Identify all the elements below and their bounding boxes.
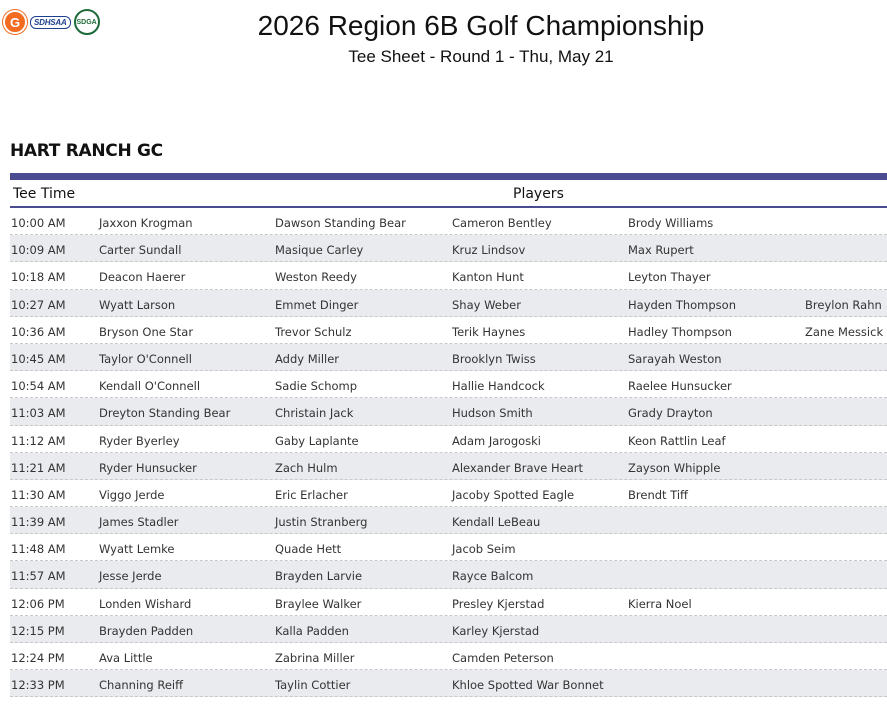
player-cell: Raelee Hunsucker bbox=[628, 379, 732, 394]
player-cell: Eric Erlacher bbox=[275, 487, 348, 502]
player-cell: Terik Haynes bbox=[452, 324, 526, 339]
player-cell: Rayce Balcom bbox=[452, 569, 534, 584]
player-cell: Kierra Noel bbox=[628, 596, 692, 611]
table-row bbox=[10, 317, 887, 344]
player-cell: Grady Drayton bbox=[628, 406, 713, 421]
player-cell: Brody Williams bbox=[628, 216, 714, 230]
table-row bbox=[10, 643, 887, 670]
orange-g-logo: G bbox=[3, 10, 27, 34]
player-cell: Shay Weber bbox=[452, 297, 521, 312]
table-row bbox=[10, 480, 887, 507]
player-cell: Addy Miller bbox=[275, 351, 340, 366]
player-cell: Ava Little bbox=[99, 651, 153, 665]
tee-time-cell: 12:06 PM bbox=[11, 596, 65, 611]
player-cell: Jesse Jerde bbox=[99, 569, 162, 584]
tee-time-cell: 11:48 AM bbox=[11, 542, 66, 557]
table-row bbox=[10, 235, 887, 262]
player-cell: Brayden Larvie bbox=[275, 569, 363, 584]
player-cell: Adam Jarogoski bbox=[452, 433, 542, 448]
player-cell: Zabrina Miller bbox=[275, 651, 355, 665]
player-cell: Cameron Bentley bbox=[452, 216, 552, 230]
player-cell: Hallie Handcock bbox=[452, 379, 545, 394]
table-row bbox=[10, 507, 887, 534]
tee-time-cell: 10:00 AM bbox=[11, 216, 66, 230]
player-cell: Hudson Smith bbox=[452, 406, 533, 421]
player-cell: Zach Hulm bbox=[275, 460, 338, 475]
player-cell: Deacon Haerer bbox=[99, 270, 186, 285]
tee-time-cell: 11:03 AM bbox=[11, 406, 66, 421]
player-cell: Brayden Padden bbox=[99, 623, 194, 638]
player-cell: Gaby Laplante bbox=[275, 433, 359, 448]
tee-time-cell: 11:30 AM bbox=[11, 487, 66, 502]
tee-time-cell: 10:18 AM bbox=[11, 270, 66, 285]
player-cell: Kanton Hunt bbox=[452, 270, 524, 285]
player-cell: Christain Jack bbox=[275, 406, 354, 421]
player-cell: James Stadler bbox=[99, 515, 179, 530]
player-cell: Viggo Jerde bbox=[99, 487, 165, 502]
player-cell: Channing Reiff bbox=[99, 678, 184, 693]
player-cell: Ryder Byerley bbox=[99, 433, 180, 448]
table-header bbox=[10, 180, 887, 208]
table-row bbox=[10, 262, 887, 289]
table-row bbox=[10, 371, 887, 398]
tee-sheet-rows bbox=[10, 208, 887, 697]
player-cell: Camden Peterson bbox=[452, 651, 554, 665]
player-cell: Taylin Cottier bbox=[275, 678, 351, 693]
player-cell: Hadley Thompson bbox=[628, 324, 732, 339]
tee-time-cell: 10:09 AM bbox=[11, 243, 66, 258]
player-cell: Emmet Dinger bbox=[275, 297, 359, 312]
player-cell: Wyatt Lemke bbox=[99, 542, 175, 557]
tee-time-cell: 11:57 AM bbox=[11, 569, 66, 584]
player-cell: Bryson One Star bbox=[99, 324, 194, 339]
player-cell: Alexander Brave Heart bbox=[452, 460, 584, 475]
tee-time-cell: 12:24 PM bbox=[11, 651, 65, 665]
player-cell: Dawson Standing Bear bbox=[275, 216, 406, 230]
tee-time-cell: 11:21 AM bbox=[11, 460, 66, 475]
player-cell: Kruz Lindsov bbox=[452, 243, 526, 258]
player-cell: Jacoby Spotted Eagle bbox=[452, 487, 575, 502]
table-row bbox=[10, 616, 887, 643]
player-cell: Breylon Rahn bbox=[805, 297, 882, 312]
course-divider-bar bbox=[10, 173, 887, 180]
player-cell: Quade Hett bbox=[275, 542, 342, 557]
player-cell: Max Rupert bbox=[628, 243, 694, 258]
player-cell: Ryder Hunsucker bbox=[99, 460, 197, 475]
tee-time-cell: 10:45 AM bbox=[11, 351, 66, 366]
player-cell: Kalla Padden bbox=[275, 623, 349, 638]
tee-time-cell: 10:54 AM bbox=[11, 379, 66, 394]
player-cell: Londen Wishard bbox=[99, 596, 192, 611]
player-cell: Taylor O'Connell bbox=[99, 351, 192, 366]
table-row bbox=[10, 426, 887, 453]
tee-time-cell: 11:12 AM bbox=[11, 433, 66, 448]
player-cell: Zane Messick bbox=[805, 324, 884, 339]
player-cell: Braylee Walker bbox=[275, 596, 362, 611]
player-cell: Zayson Whipple bbox=[628, 460, 721, 475]
player-cell: Masique Carley bbox=[275, 243, 364, 258]
player-cell: Carter Sundall bbox=[99, 243, 182, 258]
page-subtitle: Tee Sheet - Round 1 - Thu, May 21 bbox=[348, 47, 614, 66]
sdhsaa-logo: SDHSAA bbox=[30, 16, 71, 29]
table-row bbox=[10, 534, 887, 561]
player-cell: Wyatt Larson bbox=[99, 297, 176, 312]
table-row bbox=[10, 453, 887, 480]
sdga-logo: SDGA bbox=[74, 9, 100, 35]
player-cell: Sadie Schomp bbox=[275, 379, 358, 394]
table-row bbox=[10, 208, 887, 235]
player-cell: Khloe Spotted War Bonnet bbox=[452, 678, 604, 693]
page-title: 2026 Region 6B Golf Championship bbox=[257, 10, 705, 41]
player-cell: Leyton Thayer bbox=[628, 270, 711, 285]
table-row bbox=[10, 561, 887, 588]
player-cell: Hayden Thompson bbox=[628, 297, 736, 312]
course-name: HART RANCH GC bbox=[10, 141, 163, 161]
player-cell: Trevor Schulz bbox=[275, 324, 352, 339]
player-cell: Kendall LeBeau bbox=[452, 515, 541, 530]
table-row bbox=[10, 589, 887, 616]
tee-time-cell: 10:27 AM bbox=[11, 297, 66, 312]
tee-time-cell: 10:36 AM bbox=[11, 324, 66, 339]
tee-time-cell: 12:15 PM bbox=[11, 623, 65, 638]
player-cell: Jaxxon Krogman bbox=[99, 216, 193, 230]
table-row bbox=[10, 290, 887, 317]
player-cell: Keon Rattlin Leaf bbox=[628, 433, 726, 448]
player-cell: Justin Stranberg bbox=[275, 515, 368, 530]
player-cell: Brooklyn Twiss bbox=[452, 351, 536, 366]
player-cell: Weston Reedy bbox=[275, 270, 357, 285]
table-row bbox=[10, 670, 887, 697]
player-cell: Kendall O'Connell bbox=[99, 379, 201, 394]
player-cell: Jacob Seim bbox=[452, 542, 516, 557]
player-cell: Karley Kjerstad bbox=[452, 623, 540, 638]
tee-time-cell: 11:39 AM bbox=[11, 515, 66, 530]
header-players: Players bbox=[513, 186, 564, 202]
player-cell: Sarayah Weston bbox=[628, 351, 722, 366]
tee-time-cell: 12:33 PM bbox=[11, 678, 65, 693]
table-row bbox=[10, 398, 887, 425]
player-cell: Presley Kjerstad bbox=[452, 596, 545, 611]
player-cell: Dreyton Standing Bear bbox=[99, 406, 231, 421]
table-row bbox=[10, 344, 887, 371]
player-cell: Brendt Tiff bbox=[628, 487, 688, 502]
header-tee-time: Tee Time bbox=[13, 186, 76, 202]
